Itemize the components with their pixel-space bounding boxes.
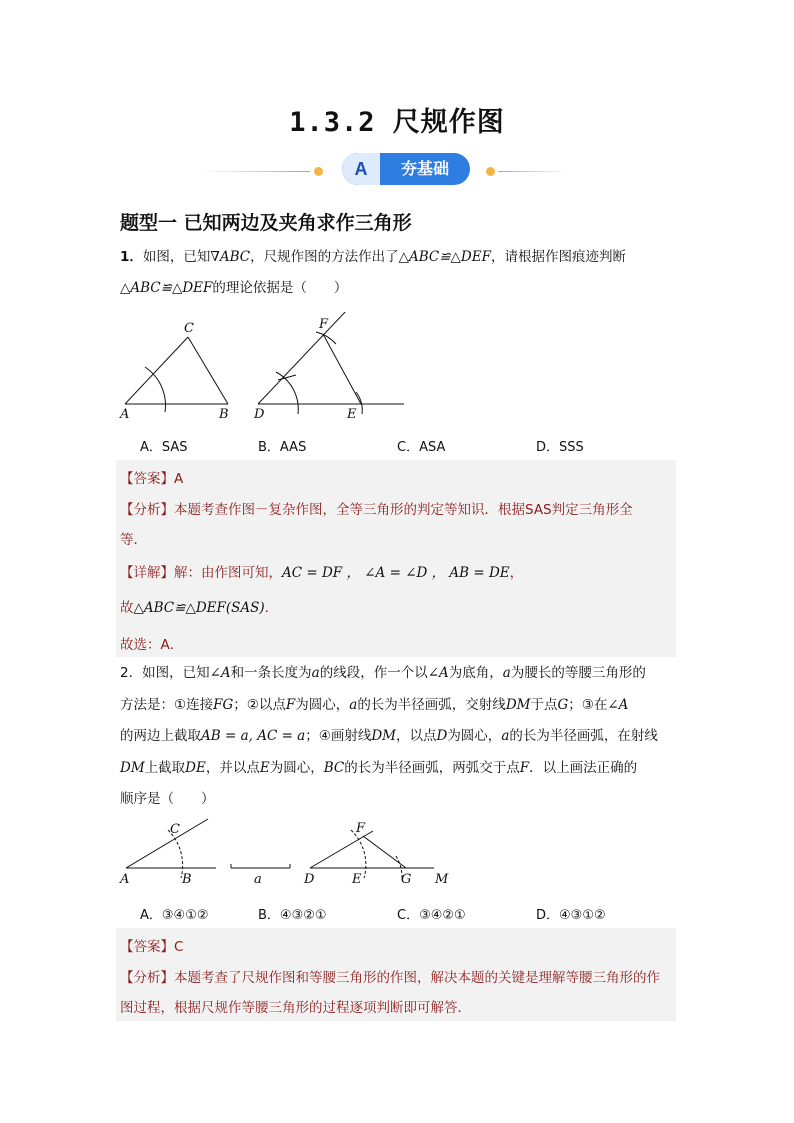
page-title: 1.3.2 尺规作图 bbox=[289, 107, 505, 138]
segment-fg bbox=[363, 836, 406, 868]
q1-line-2 bbox=[120, 278, 347, 298]
q2-math: G bbox=[557, 697, 569, 713]
q2-text: 的长为半径画弧，在射线 bbox=[509, 728, 658, 744]
q2-answer: 【答案】C bbox=[120, 939, 184, 955]
q2-math: E bbox=[259, 760, 270, 776]
arc-mark bbox=[278, 375, 296, 380]
q2-text: 和一条长度为 bbox=[230, 665, 312, 681]
q2-math: D bbox=[436, 728, 448, 744]
banner-right-line bbox=[498, 171, 568, 172]
q2-text: 的线段，作一个以 bbox=[319, 665, 428, 681]
q2-math: BC bbox=[323, 760, 345, 776]
q2-option-d[interactable]: D．④③①② bbox=[536, 908, 606, 923]
q1-text: 的理论依据是（ ） bbox=[212, 280, 348, 296]
q2-math: a bbox=[311, 665, 320, 681]
q2-line-5: 顺序是（ ） bbox=[120, 791, 215, 807]
q2-math: F bbox=[285, 697, 296, 713]
q2-text: ；④画射线 bbox=[305, 728, 372, 744]
q1-option-c[interactable]: C．ASA bbox=[397, 440, 446, 455]
q2-math: DM bbox=[371, 728, 396, 744]
q1-text: ，请根据作图痕迹判断 bbox=[490, 249, 626, 265]
arc-e bbox=[356, 392, 362, 414]
section-title: 题型一 已知两边及夹角求作三角形 bbox=[120, 212, 412, 234]
q1-figure bbox=[118, 312, 418, 424]
arc-d bbox=[351, 830, 366, 878]
label-c: C bbox=[184, 321, 194, 336]
q1-option-b[interactable]: B．AAS bbox=[258, 440, 307, 455]
q2-text: 为圆心， bbox=[447, 728, 502, 744]
q2-text: 于点 bbox=[530, 697, 558, 713]
q2-text: ；③在 bbox=[568, 697, 608, 713]
q2-option-c[interactable]: C．③④②① bbox=[397, 908, 466, 923]
level-letter: A bbox=[342, 153, 380, 185]
label-m: M bbox=[435, 872, 449, 887]
ray-df bbox=[258, 312, 347, 404]
q2-text: 的长为半径画弧，两弧交于点 bbox=[344, 760, 520, 776]
q2-math: DE bbox=[185, 760, 206, 776]
q1-math: ∇ABC bbox=[210, 249, 251, 265]
q2-line-4 bbox=[120, 758, 637, 778]
q2-text: 的两边上截取 bbox=[120, 728, 201, 744]
q1-text: 如图，已知 bbox=[142, 249, 211, 265]
q2-math: a bbox=[501, 728, 510, 744]
detail-text: ， bbox=[509, 565, 524, 581]
label-e: E bbox=[347, 407, 357, 422]
q1-choose: 故选：A． bbox=[120, 637, 184, 653]
q2-text: ，并以点 bbox=[205, 760, 260, 776]
q2-math: ∠A bbox=[427, 665, 449, 681]
level-label: 夯基础 bbox=[400, 159, 449, 178]
label-b: B bbox=[182, 872, 192, 887]
q2-line-1 bbox=[120, 663, 646, 683]
q1-answer: 【答案】A bbox=[120, 471, 184, 487]
arc-a bbox=[168, 830, 183, 878]
q2-math: DM bbox=[505, 697, 531, 713]
arc-f bbox=[316, 332, 336, 344]
q2-analysis-1: 【分析】本题考查了尺规作图和等腰三角形的作图，解决本题的关键是理解等腰三角形的作 bbox=[120, 970, 660, 986]
q2-text: 上截取 bbox=[144, 760, 186, 776]
label-b: B bbox=[219, 407, 229, 422]
q2-line-2 bbox=[120, 695, 628, 715]
q2-text: 的长为半径画弧，交射线 bbox=[357, 697, 506, 713]
detail-text: 故 bbox=[120, 600, 134, 616]
label-c: C bbox=[170, 822, 180, 837]
q2-text: 为圆心， bbox=[269, 760, 324, 776]
segment-ac bbox=[125, 337, 188, 404]
q2-math: a bbox=[502, 665, 511, 681]
detail-text: 【详解】解：由作图可知， bbox=[120, 565, 282, 581]
segment-bc bbox=[188, 337, 228, 404]
label-f: F bbox=[319, 317, 329, 332]
label-f: F bbox=[356, 821, 366, 836]
arc-d bbox=[276, 372, 298, 414]
q2-text: 为腰长的等腰三角形的 bbox=[510, 665, 646, 681]
q1-math: △ABC≌△DEF bbox=[398, 249, 491, 265]
q1-text: ，尺规作图的方法作出了 bbox=[250, 249, 399, 265]
banner-left-dot bbox=[314, 167, 323, 176]
q2-math: ∠A bbox=[209, 665, 231, 681]
q2-math: ∠A bbox=[607, 697, 629, 713]
q2-analysis-2: 图过程，根据尺规作等腰三角形的过程逐项判断即可解答． bbox=[120, 1000, 471, 1016]
label-g: G bbox=[401, 872, 412, 887]
banner-right-dot bbox=[486, 167, 495, 176]
q2-math: FG bbox=[213, 697, 234, 713]
q1-answer-box bbox=[116, 460, 676, 657]
q2-math: a bbox=[349, 697, 358, 713]
q2-math: AB = a, AC = a bbox=[201, 728, 306, 744]
q2-math: DM bbox=[120, 760, 145, 776]
banner-left-line bbox=[200, 171, 310, 172]
q2-text: 为圆心， bbox=[295, 697, 350, 713]
label-a: A bbox=[120, 407, 130, 422]
angle-a-side bbox=[126, 819, 208, 868]
q1-line-1 bbox=[120, 247, 626, 267]
arc-left bbox=[145, 367, 165, 412]
level-badge bbox=[342, 153, 470, 185]
q1-detail-2 bbox=[120, 596, 278, 616]
q2-text: 为底角， bbox=[448, 665, 503, 681]
detail-text: ． bbox=[264, 600, 279, 616]
detail-math: AC = DF ， ∠A = ∠D ， AB = DE bbox=[282, 565, 510, 581]
q2-option-a[interactable]: A．③④①② bbox=[140, 908, 209, 923]
q2-text: 方法是：①连接 bbox=[120, 697, 214, 713]
q2-option-b[interactable]: B．④③②① bbox=[258, 908, 327, 923]
q2-text: ；②以点 bbox=[233, 697, 286, 713]
label-a-length: a bbox=[254, 872, 262, 887]
q2-text: ．以上画法正确的 bbox=[529, 760, 638, 776]
q2-figure bbox=[118, 816, 458, 888]
label-a: A bbox=[120, 872, 130, 887]
q2-math: F bbox=[519, 760, 530, 776]
q1-detail-1 bbox=[120, 561, 523, 581]
q1-math: △ABC≌△DEF bbox=[120, 280, 213, 296]
q2-line-3 bbox=[120, 726, 658, 746]
q1-option-d[interactable]: D．SSS bbox=[536, 440, 584, 455]
q1-number: 1． bbox=[120, 249, 143, 265]
label-d: D bbox=[254, 407, 265, 422]
segment-ef bbox=[323, 334, 361, 404]
q2-text: 2．如图，已知 bbox=[120, 665, 210, 681]
label-e: E bbox=[352, 872, 362, 887]
q1-analysis-2: 等． bbox=[120, 532, 147, 548]
q1-analysis-1: 【分析】本题考查作图－复杂作图，全等三角形的判定等知识．根据SAS判定三角形全 bbox=[120, 502, 633, 518]
label-d: D bbox=[304, 872, 315, 887]
detail-math: △ABC≌△DEF(SAS) bbox=[133, 600, 265, 616]
q1-option-a[interactable]: A．SAS bbox=[140, 440, 188, 455]
q2-text: ，以点 bbox=[395, 728, 437, 744]
